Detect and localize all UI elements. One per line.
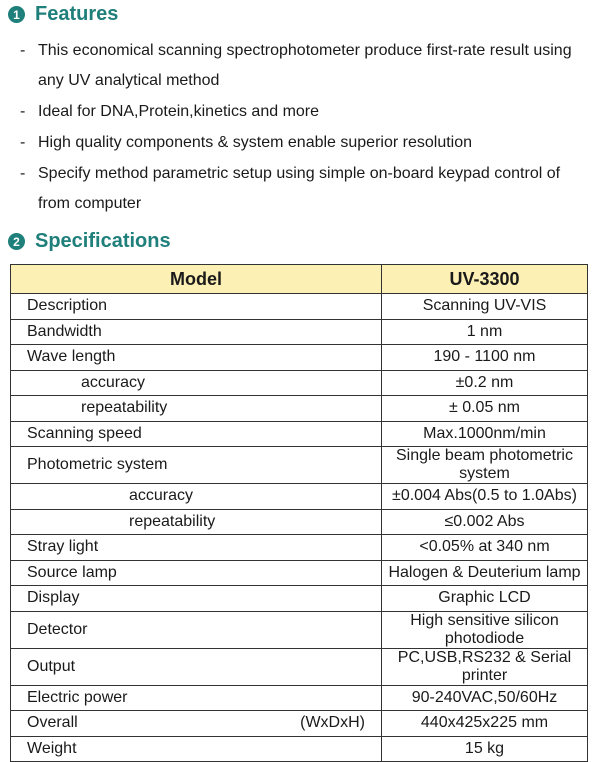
feature-text: Specify method parametric setup using simple on-board keypad control of from computer [38,165,561,212]
feature-item [20,159,580,219]
number-badge-icon: 2 [8,233,25,250]
row-label: Source lamp [11,560,382,586]
table-row [11,648,588,685]
table-row [11,294,588,320]
bullet-dash: - [20,134,26,151]
row-label: Output [11,648,382,685]
row-value: PC,USB,RS232 & Serial printer [382,648,588,685]
table-row [11,560,588,586]
row-value: 90-240VAC,50/60Hz [382,685,588,711]
specifications-title: Specifications [35,230,171,252]
row-label: accuracy [11,484,382,510]
row-label: Stray light [11,535,382,561]
row-label: repeatability [11,509,382,535]
row-value: ±0.004 Abs(0.5 to 1.0Abs) [382,484,588,510]
feature-text: High quality components & system enable superior resolution [38,134,473,151]
row-label: Overall [27,714,78,732]
bullet-dash: - [20,42,26,59]
row-label: Photometric system [11,447,382,484]
row-value: ±0.2 nm [382,370,588,396]
feature-text: This economical scanning spectrophotometer produce first-rate result using any UV analytical method [38,42,572,89]
row-value: Scanning UV-VIS [382,294,588,320]
row-label: accuracy [11,370,382,396]
row-value: 1 nm [382,319,588,345]
row-label: Wave length [11,345,382,371]
feature-text: Ideal for DNA,Protein,kinetics and more [38,103,320,120]
row-value: High sensitive silicon photodiode [382,611,588,648]
specifications-heading [8,230,171,253]
number-badge-icon: 1 [8,6,25,23]
table-row [11,611,588,648]
table-row [11,447,588,484]
row-label: repeatability [11,396,382,422]
feature-item [20,36,580,96]
table-header-row [11,265,588,294]
specifications-table [10,264,588,762]
header-model-value: UV-3300 [382,265,588,294]
header-model: Model [11,265,382,294]
table-row [11,370,588,396]
row-value: Max.1000nm/min [382,421,588,447]
row-value: <0.05% at 340 nm [382,535,588,561]
features-heading [8,3,118,26]
table-row [11,685,588,711]
row-label: Weight [11,736,382,762]
bullet-dash: - [20,165,26,182]
row-label: Electric power [11,685,382,711]
features-list [20,36,580,220]
row-value: Halogen & Deuterium lamp [382,560,588,586]
row-value: 190 - 1100 nm [382,345,588,371]
row-value: ± 0.05 nm [382,396,588,422]
row-label: Scanning speed [11,421,382,447]
row-label: Description [11,294,382,320]
table-row [11,535,588,561]
row-label: Display [11,586,382,612]
row-label-cell [11,711,382,737]
row-label: Bandwidth [11,319,382,345]
row-value: Single beam photometric system [382,447,588,484]
table-row [11,711,588,737]
table-row [11,509,588,535]
table-row [11,484,588,510]
feature-item [20,128,580,158]
row-label: Detector [11,611,382,648]
row-value: 15 kg [382,736,588,762]
row-value: 440x425x225 mm [382,711,588,737]
row-value: ≤0.002 Abs [382,509,588,535]
table-row [11,319,588,345]
row-label-note: (WxDxH) [300,714,365,732]
row-value: Graphic LCD [382,586,588,612]
table-row [11,586,588,612]
bullet-dash: - [20,103,26,120]
table-row [11,421,588,447]
features-title: Features [35,3,119,25]
feature-item [20,97,580,127]
table-row [11,345,588,371]
table-row [11,396,588,422]
